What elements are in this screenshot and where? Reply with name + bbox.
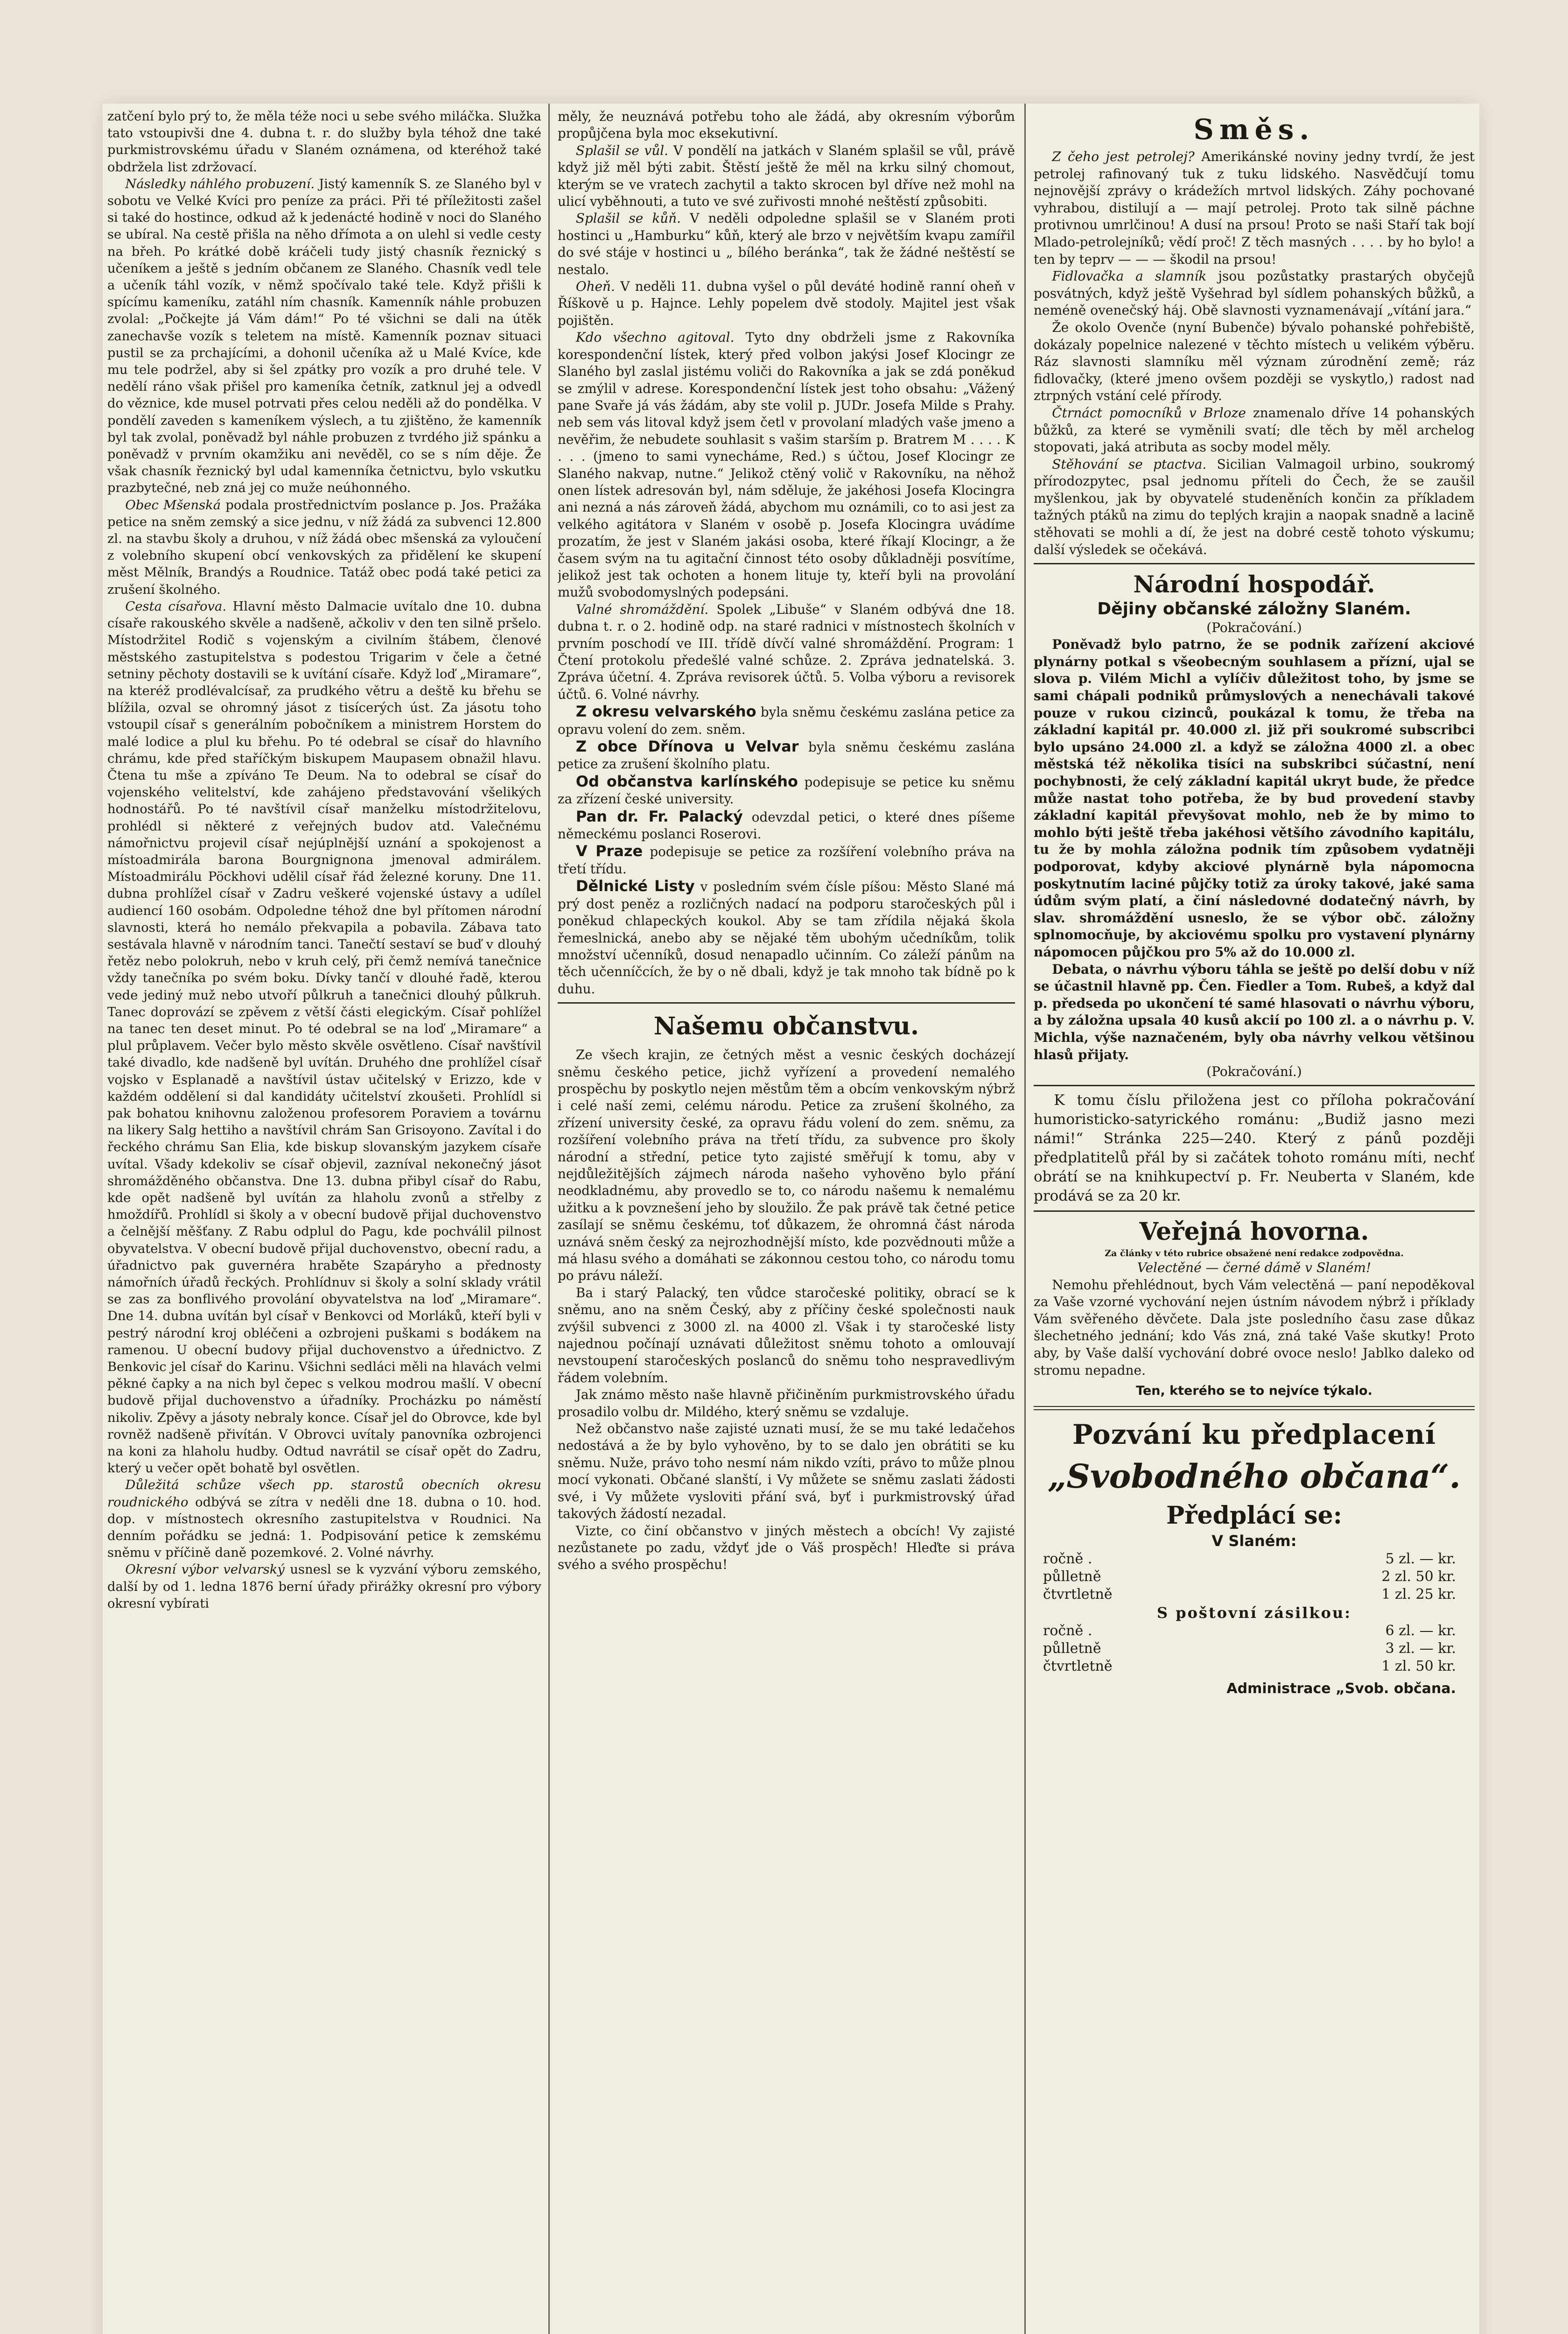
notice-palacky-lead: Pan dr. Fr. Palacký xyxy=(575,807,743,825)
column-rule-2 xyxy=(1024,104,1026,2334)
divider xyxy=(1034,1085,1475,1086)
price-label: ročně . xyxy=(1043,1551,1092,1568)
price-amount: 1 zl. 25 kr. xyxy=(1381,1586,1456,1603)
article-agitoval-body: Tyto dny obdrželi jsme z Rakovníka korespondenční lístek, který před volbon jakýsi Josef Klocingr ze Slaného byl zaslal jistému voliči do Rakovníka a jak se zdá poněkud se zmýlil v adrese. Korespondenční lístek jest toho obsahu: „Vážený pane Svaře já vás žádám, aby ste volil p. JUDr. Josefa Milde s Prahy. neb sem vás litoval když jsem četl v provolaní mladých vaše jmeno a nevěřim, že nebudete souhlasit s vašim starším p. Bratrem M . . . . K . . . (jmeno to sami vynecháme, Red.) s účtou, Josef Klocingr ze Slaného nakvap, nutne.“ Jelikož ctěný volič v Rakovníku, na něhož onen lístek adresován byl, nám sděluje, že jakéhosi Josefa Klocingra ani nezná a nás zároveň žádá, abychom mu oznámili, co to asi jest za velkého agitátora v Slaném v osobě p. Josefa Klocingra uvádíme prozatím, že jest v Slaném jakási osoba, které říkají Klocingr, a že časem svým na tu agitační činnost této osoby důkladněji posvítíme, jelikož jest tak ochoten a honem lituje ty, kteří byli na provolání mužů svobodomyslných podepsáni. xyxy=(558,330,1015,600)
article-valne-body: Spolek „Libuše“ v Slaném odbývá dne 18. dubna t. r. o 2. hodině odp. na staré radnici v místnostech školních v prvním poschodí ve III. třídě dívčí valné shromáždění. Program: 1 Čtení protokolu předešlé valné schůze. 2. Zpráva jednatelská. 3. Zpráva účetní. 4. Zpráva revisorek účtů. 5. Volba výboru a revisorek účtů. 6. Volné návrhy. xyxy=(558,601,1015,702)
price-list-postal xyxy=(1034,1622,1475,1675)
heading-smes: Směs. xyxy=(1193,113,1315,146)
article-zatceni: zatčení bylo prý to, že měla téže noci u sebe svého miláčka. Služka tato vstoupivši dne 4. dubna t. r. do služby byla téhož dne také purkmistrovskému úřadu v Slaném oznámena, od kteréhož také obdržela list zdržovací. xyxy=(107,109,541,175)
article-continued: měly, že neuznává potřebu toho ale žádá, aby okresním výborům propůjčena byla moc eksekutivní. xyxy=(558,109,1015,141)
price-amount: 6 zl. — kr. xyxy=(1385,1623,1456,1639)
notice-delnicke-body: v posledním svém čísle píšou: Město Slané má prý dost peněz a rozličných nadací na podporu staročeských půl i poněkud chlapeckých koukol. Aby se tam zřídila nějaká škola řemeslnická, anebo aby se nějaké těm ubohým učedníkům, tolik množství učenníků, dosud nenapadlo učinním. Co záleží pánům na těch učenníčcích, že by o ně dbali, když je tak mnoho tak bídně po k duhu. xyxy=(558,879,1015,997)
notice-karlin-lead: Od občanstva karlínského xyxy=(575,772,798,790)
article-cesta-lead: Cesta císařova. xyxy=(125,599,227,614)
notice-drinov-lead: Z obce Dřínova u Velvar xyxy=(575,738,799,756)
smes-fidlovacka-body: jsou pozůstatky prastarých obyčejů posvátných, když ještě Vyšehrad byl sídlem pohanských bůžků, a neméně ovenečský háj. Obě slavnosti vyznamenávají „vítání jara.“ xyxy=(1034,268,1475,318)
subheading-v-slanem: V Slaném: xyxy=(1211,1532,1297,1550)
price-amount: 3 zl. — kr. xyxy=(1385,1640,1456,1657)
notice-praha xyxy=(558,843,1015,878)
article-ohen-lead: Oheň. xyxy=(575,279,615,295)
column-rule-1 xyxy=(548,104,550,2334)
smes-petrolej-lead: Z čeho jest petrolej? xyxy=(1052,149,1195,164)
article-schuze-lead: Důležitá schůze všech pp. starostů obecních okresu roudnického xyxy=(107,1478,541,1510)
price-amount: 5 zl. — kr. xyxy=(1385,1551,1456,1568)
notice-karlin-body: podepisuje se petice ku sněmu za zřízení české university. xyxy=(558,774,1015,807)
nasemu-paragraph-2: Ba i starý Palacký, ten vůdce staročeské politiky, obrací se k sněmu, ano na sněm Český, aby z příčiny české společnosti nauk zvýšil subvenci z 3000 zl. na 4000 zl. Však i ty staročeské listy najednou počínají uznávati důležitost sněmu tohoto a omlouvají nevstoupení staročeských poslanců do sněmu toho nespravedlivým řádem volebním. xyxy=(558,1285,1015,1385)
article-splasil-kun xyxy=(558,210,1015,278)
disclaimer: Za články v této rubrice obsažené není redakce zodpovědna. xyxy=(1105,1248,1404,1259)
article-obec-mseno xyxy=(107,497,541,598)
letter-body: Nemohu přehlédnout, bych Vám velectěná — paní nepoděkoval za Vaše vzorné vychování nejen ústním návodem nýbrž i příklady Vám svěřeného děvčete. Dala jste posledního času zase důkaz šlechetného jednání; kdo Vás zná, zná také Vaše skutky! Proto aby, by Vaše další vychování dobré ovoce neslo! Jablko daleko od stromu nepadne. xyxy=(1034,1277,1475,1378)
article-okresni-lead: Okresní výbor velvarský xyxy=(125,1562,285,1577)
price-amount: 1 zl. 50 kr. xyxy=(1381,1658,1456,1675)
notice-palacky-body: odevzdal petici, o které dnes píšeme německému poslanci Roserovi. xyxy=(558,809,1015,842)
price-label: ročně . xyxy=(1043,1623,1092,1639)
heading-dejiny-zalozny: Dějiny občanské záložny Slaném. xyxy=(1097,599,1411,619)
column-left xyxy=(107,108,541,2334)
smes-ptactvo-body: Sicilian Valmagoil urbino, soukromý přírodozpytec, psal jednomu příteli do Čech, že se zaušil myšlenkou, jak by obyvatelé studeněních končin za příkladem tažných ptáků na zimu do teplých krajin a naopak snadně a lacině stěhovati se mohli a dí, že jest na dobré cestě tohoto výskumu; další výsledek se očekává. xyxy=(1034,456,1475,557)
article-kun-body: V neděli odpoledne splašil se v Slaném proti hostinci u „Hamburku“ kůň, který ale brzo v největším kvapu zamířil do své stáje v hostinci u „ bílého beránka“, tak že žádné neštěstí se nestalo. xyxy=(558,211,1015,277)
divider xyxy=(1034,1406,1475,1410)
heading-verejna-hovorna: Veřejná hovorna. xyxy=(1139,1217,1369,1246)
article-ohen xyxy=(558,278,1015,329)
price-label: čtvrtletně xyxy=(1043,1658,1113,1675)
smes-petrolej-body: Amerikánské noviny jedny tvrdí, že jest petrolej rafinovaný tuk z tuku lidského. Nasvědčují tomu nejnovější zprávy o krádežích mrtvol lidských. Záhy pochované vyhrabou, distilují a — mají petrolej. Proto tak silně páchne protivnou umrlčinou! A dusí na prsou! Proto se naši Staří tak bojí Mlado-petrolejníků; vědí proč! Z těch masných . . . . by ho bylo! a ten by teprv — — — škodil na prsou! xyxy=(1034,149,1475,267)
article-kun-lead: Splašil se kůň. xyxy=(575,211,681,226)
notice-drinov-body: byla sněmu českému zaslána petice za zrušení školního platu. xyxy=(558,739,1015,772)
notice-karlin xyxy=(558,773,1015,808)
article-agitoval-lead: Kdo všechno agitoval. xyxy=(575,330,735,345)
smes-pomocniku xyxy=(1034,405,1475,456)
divider xyxy=(558,1002,1015,1004)
zalozna-paragraph-1: Poněvadž bylo patrno, že se podnik zařízení akciové plynárny potkal s všeobecným souhlasem a přízní, ujal se slova p. Vilém Michl a vylíčiv důležitost toho, by jsme se sami chápali podniků průmyslových a nenechávali takové pouze v rukou cizinců, poukázal k tomu, že třeba na základní kapitál pr. 40.000 zl. již při soukromé subscribci bylo upsáno 24.000 zl. a když se záložna 4000 zl. a obec městská též několika tisíci na subskribci súčastní, není pochybnosti, že celý základní kapitál ukryt bude, že předce může nastat toho potřeba, že by bud provedení stavby základní kapitál převyšovat mohlo, neb že by mimo to mohlo býti ještě třeba jakéhosi většího závodního kapitálu, tu že by mohla záložna podnik tím způsobem vydatněji podporovat, kdyby akciové plynárně byla nápomocna poskytnutím laciné půjčky totiž za úroky takové, jaké sama údům svým platí, a činí následovné dodatečný návrh, by slav. shromáždění usneslo, že se výbor obč. záložny splnomocňuje, by akciovému spolku pro vystavení plynárny nápomocen půjčkou pro 5% až do 10.000 zl. xyxy=(1034,637,1475,960)
heading-nasemu-obcanstvu: Našemu občanstvu. xyxy=(653,1012,919,1041)
smes-ptactvo xyxy=(1034,456,1475,559)
price-label: půlletně xyxy=(1043,1640,1101,1657)
smes-ptactvo-lead: Stěhování se ptactva. xyxy=(1052,456,1207,472)
divider xyxy=(1034,563,1475,564)
article-valne xyxy=(558,601,1015,703)
article-vul-body: V pondělí na jatkách v Slaném splašil se vůl, právě když již měl býti zabit. Štěstí ještě že měl na krku silný chomout, kterým se ve vratech zachytil a takto skrocen byl dříve než mohl na ulicí vyběhnouti, a tuto ve své zuřivosti mnohé neštěstí způsobiti. xyxy=(558,142,1015,210)
pokracovani-label: (Pokračování.) xyxy=(1206,1064,1302,1080)
nasemu-paragraph-5: Vizte, co činí občanstvo v jiných městech a obcích! Vy zajisté nezůstanete po zadu, vždyť jde o Váš prospěch! Hleďte si práva svého a svého prospěchu! xyxy=(558,1523,1015,1573)
article-obec-mseno-lead: Obec Mšenská xyxy=(125,498,221,513)
price-row xyxy=(1034,1640,1475,1658)
price-label: půlletně xyxy=(1043,1568,1101,1585)
price-row xyxy=(1034,1550,1475,1568)
heading-predplaci: Předplácí se: xyxy=(1166,1501,1342,1530)
article-vul-lead: Splašil se vůl. xyxy=(575,142,668,158)
pokracovani-label: (Pokračování.) xyxy=(1206,620,1302,636)
priloha-notice: K tomu číslu přiložena jest co příloha pokračování humoristicko-satyrického románu: „Budiž jasno mezi námi!“ Stránka 225—240. Který z pánů později předplatitelů přál by si začátek tohoto románu míti, nechť obrátí se na knihkupectví p. Fr. Neuberta v Slaném, kde prodává se za 20 kr. xyxy=(1034,1092,1475,1205)
article-nasledky xyxy=(107,176,541,497)
subheading-postovni: S poštovní zásilkou: xyxy=(1156,1604,1352,1622)
zalozna-paragraph-2: Debata, o návrhu výboru táhla se ještě po delší dobu v níž se účastnil hlavně pp. Čen. Fiedler a Tom. Rubeš, a když dal p. předseda po ukončení té samé hlasovati o návrhu výboru, a by záložna upsala 40 kusů akcií po 100 zl. a o návrhu p. V. Michla, výše naznačeném, byly oba návrhy velkou většinou hlasů přijaty. xyxy=(1034,961,1475,1062)
column-middle xyxy=(558,108,1015,2334)
price-row xyxy=(1034,1568,1475,1586)
price-amount: 2 zl. 50 kr. xyxy=(1381,1568,1456,1585)
price-row xyxy=(1034,1586,1475,1603)
divider xyxy=(1034,1210,1475,1212)
administration-signature: Administrace „Svob. občana. xyxy=(1226,1680,1456,1697)
article-okresni-vybor xyxy=(107,1561,541,1612)
article-schuze-body: odbývá se zítra v neděli dne 18. dubna o 10. hod. dop. v místnostech okresního zastupitelstva v Roudnici. Na denním pořádku se jedná: 1. Podpisování petice k zemskému sněmu v příčině daně pozemkové. 2. Volné návrhy. xyxy=(107,1495,541,1561)
article-okresni-body: usnesl se k vyzvání výboru zemského, další by od 1. ledna 1876 berní úřady přirážky okresní pro výbory okresní vybírati xyxy=(107,1562,541,1611)
nasemu-paragraph-1: Ze všech krajin, ze četných měst a vesnic českých docházejí sněmu českého petice, jichž vyřízení a provedení nemalého prospěchu by poskytlo nejen městům těm a obcím venkovským nýbrž i celé naší zemi, celému národu. Petice za zrušení školného, za zřízení university české, za opravu řádu volení do zem. sněmu, za rozšíření volebního práva na třetí třídu, za subvence pro školy národní a střední, petice tyto zajisté směřují k tomu, aby v nejdůležitějších zájmech národa našeho vyhověno bylo přání neodkladnému, aby provedlo se to, co národu našemu k nemalému užitku a k povznešení jeho by sloužilo. Že pak právě tak četné petice zasílají se sněmu českému, toť důkazem, že ohromná část národa uznává sněm český za nejrozhodnější místo, kde pozvědnouti může a má hlasu svého a domáhati se zákonnou cestou toho, co národu tomu po právu náleží. xyxy=(558,1047,1015,1284)
smes-ovenec: Že okolo Ovenče (nyní Bubenče) bývalo pohanské pohřebiště, dokázaly popelnice nalezené v těchto místech u velikém výběru. Ráz slavnosti slamníku měl význam zúrodnění země; ráz fidlovačky, (které jmeno ovšem později se vyskytlo,) radost nad ztrpných vstání celé přírody. xyxy=(1034,319,1475,404)
newspaper-name: „Svobodného občana“. xyxy=(1048,1457,1461,1496)
article-cesta-body: Hlavní město Dalmacie uvítalo dne 10. dubna císaře rakouského skvěle a nadšeně, ačkoliv v den ten silně pršelo. Místodržitel Rodič s vojenským a civilním štábem, členové městského zastupitelstva s podestou Trigarim v čele a četné setniny pěchoty dostavili se k uvítání císaře. Když loď „Miramare“, na kteréž prodlévalcísař, za prudkého větru a deště ku břehu se blížila, ozval se ohromný jásot z tisícerých úst. Za jásotu toho vstoupil císař s generálním pobočníkem a ministrem Horstem do malé lodice a plul ku břehu. Po té odebral se císař do hlavního chrámu, kde před staříčkým biskupem Maupasem obnažil hlavu. Čtena tu mše a zpíváno Te Deum. Na to odebral se císař do vojenského velitelství, kde zahájeno představování všelikých hodnostářů. Po té navštívil císař manželku místodržitelovu, prohlédl si některé z veřejných budov atd. Valečnému námořnictvu projevil císař nejúplnější uznání a spokojenost a místoadmirála barona Bourgnignona jmenoval admirálem. Místoadmirálu Pöckhovi udělil císař řád železné koruny. Dne 11. dubna prohlížel císař v Zadru veškeré vojenské ústavy a udílel audiencí 160 osobám. Odpoledne téhož dne byl přítomen národní slavnosti, která ho nemálo překvapila a pobavila. Zábava tato sestávala hlavně v národním tanci. Tanečtí sestaví se buď v dlouhý řetěz nebo polokruh, nebo v kruh celý, při čemž nemívá tanečnice vždy tanečníka po svém boku. Dívky tančí v dlouhé řadě, kterou vede jediný muž nebo utvoří půlkruh a tanečnici dlouhý půlkruh. Tanec doprovází se zpěvem z větší části elegickým. Císař pohlížel na tanec ten deset minut. Po té odebral se na loď „Miramare“ a plul průplavem. Večer bylo město skvěle osvětleno. Císař navštívil také divadlo, kde nadšeně byl uvítán. Druhého dne prohlížel císař vojsko v Esplanadě a navštívil ústav učitelský v Erizzo, kde v každém oddělení si dal kandidáty učitelství zkoušeti. Prohlídl si pak bohatou knihovnu založenou profesorem Poraviem a továrnu na likery Salg hettiho a navštívil chrám San Grisoyono. Zavítal i do řeckého chrámu San Elia, kde biskup slovanským jazykem císaře uvítal. Všady kdekoliv se císař objevil, zazníval nekonečný jásot shromážděného občanstva. Dne 13. dubna přibyl císař do Rabu, kde opět nadšeně byl uvítán za hlaholu zvonů a střelby z hmoždířů. Prohlídl si školy a v obecní budově přijal duchovenstvo a čelnější měšťany. Z Rabu odplul do Pagu, kde pochválil pilnost obyvatelstva. V obecní budově přijal duchovenstvo, obecní radu, a úřadnictvo pak guvernéra hraběte Szapáryho a přednosty námořních úřadů řeckých. Prohlídnuv si školy a solní sklady vrátil se zas za bonflivého provolání obyvatelstva na loď „Miramare“. Dne 14. dubna uvítán byl císař v Benkovci od Morláků, kteří byli v pestrý národní kroj obléčeni a ozbrojeni puškami s bodákem na ramenou. U obecní budovy přijal duchovenstvo a úřednictvo. Z Benkovic jel císař do Karinu. Všichni sedláci měli na hlavách velmi pěkné čapky a na nich byl čepec s velkou modrou mašlí. V obecní budově přijal duchovenstvo a úřadníky. Procházku po náměstí nikoliv. Zpěvy a jásoty nebraly konce. Císař jel do Obrovce, kde byl rovněž nadšeně přivítán. V Obrovci uvítaly panovníka ozbrojenci na koni za hlaholu hudby. Odtud navrátil se císař opět do Zadru, který u večer opět bohatě byl osvětlen. xyxy=(107,599,541,1476)
nasemu-paragraph-3: Jak známo město naše hlavně přičiněním purkmistrovského úřadu prosadilo volbu dr. Mildého, který sněmu se vzdaluje. xyxy=(558,1387,1015,1420)
notice-palacky xyxy=(558,808,1015,843)
notice-drinov xyxy=(558,738,1015,773)
smes-pomocniku-lead: Čtrnáct pomocníků v Brloze xyxy=(1052,405,1246,421)
article-ohen-body: V neděli 11. dubna vyšel o půl deváté hodině ranní oheň v Říškově u p. Hajnce. Lehly popelem dvě stodoly. Majitel jest však pojištěn. xyxy=(558,279,1015,328)
article-schuze xyxy=(107,1477,541,1561)
price-label: čtvrtletně xyxy=(1043,1586,1113,1603)
article-valne-lead: Valné shromáždění. xyxy=(575,601,709,617)
article-cesta-cisarova xyxy=(107,598,541,1477)
newspaper-page xyxy=(103,104,1479,2334)
smes-fidlovacka-lead: Fidlovačka a slamník xyxy=(1052,268,1207,284)
article-nasledky-lead: Následky náhlého probuzení. xyxy=(125,176,315,191)
notice-praha-lead: V Praze xyxy=(575,842,643,860)
article-agitoval xyxy=(558,329,1015,601)
column-right xyxy=(1034,108,1475,2334)
notice-delnicke-listy xyxy=(558,878,1015,998)
article-splasil-vul xyxy=(558,142,1015,211)
nasemu-paragraph-4: Než občanstvo naše zajisté uznati musí, že se mu také ledačehos nedostává a že by bylo vyhověno, by to se dalo jen obrátiti se ku sněmu. Nuže, právo toho nesmí nám nikdo vzíti, právo to může plnou mocí vykonati. Občané slanští, i Vy můžete se sněmu zaslati žádosti své, i Vy můžete vysloviti přání svá, byť i purkmistrovský úřad takových žádostí nezadal. xyxy=(558,1421,1015,1522)
notice-delnicke-lead: Dělnické Listy xyxy=(575,877,695,895)
notice-velvary-body: byla sněmu českému zaslána petice za opravu volení do zem. sněm. xyxy=(558,704,1015,737)
article-nasledky-body: Jistý kamenník S. ze Slaného byl v sobotu ve Velké Kvíci pro peníze za práci. Při té příležitosti zašel si také do hostince, odkud až k jedenácté hodině v noci do Slaného se ubíral. Na cestě přišla na něho dřímota a on ulehl si vedle cesty na břeh. Po krátké době kráčeli tudy jistý chasník řeznický s učeníkem a ještě s jedním občanem ze Slaného. Chasník vedl tele a učeník táhl vozík, v němž spočívalo také tele. Když přišli k spícímu kameníku, zatáhl ním chasník. Kamenník náhle probuzen zvolal: „Počkejte já Vám dám!“ Po té všichni se dali na útěk zanechavše vozík s teletem na místě. Kamenník poznav situaci pustil se za prchajícími, a dohonil učeníka až u Malé Kvíce, kde mu tele podržel, aby si šel zpátky pro vozík a pro druhé tele. V nedělí ráno však přišel pro kameníka četník, zatknul jej a odvedl do věznice, kde musel potrvati přes celou neděli až do pondělka. V pondělí zaveden s kameníkem výslech, a tu zjištěno, že kamenník byl tak zvolal, poněvadž byl náhle probuzen z tvrdého již spánku a poněvadž v prvním okamžiku ani nevěděl, co se s ním děje. Že však chasník řeznický byl udal kamenníka četnictvu, bylo vskutku prazbytečné, neb zná jej co muže neúhonného. xyxy=(107,176,541,496)
notice-praha-body: podepisuje se petice za rozšíření volebního práva na třetí třídu. xyxy=(558,844,1015,877)
price-list-local xyxy=(1034,1550,1475,1603)
price-row xyxy=(1034,1658,1475,1675)
price-row xyxy=(1034,1622,1475,1640)
smes-fidlovacka xyxy=(1034,268,1475,319)
article-obec-mseno-body: podala prostřednictvím poslance p. Jos. Pražáka petice na sněm zemský a sice jednu, v níž žádá za subvenci 12.800 zl. na stavbu školy a druhou, v níž žádá obec mšenská za vyloučení z volebního skupení obcí venkovských za přidělení ke skupení měst Mělník, Brandýs a Roudnice. Tatáž obec podá také petici za zrušení školného. xyxy=(107,498,541,597)
smes-pomocniku-body: znamenalo dříve 14 pohanských bůžků, za které se vyměnili svatí; dle těch by měl archelog stopovati, jaká atributa as socby model měly. xyxy=(1034,405,1475,455)
letter-signature: Ten, kterého se to nejvíce týkalo. xyxy=(1136,1384,1372,1399)
heading-pozvani: Pozvání ku předplacení xyxy=(1072,1419,1436,1451)
notice-velvary xyxy=(558,703,1015,738)
heading-narodni-hospodar: Národní hospodář. xyxy=(1133,570,1375,598)
notice-velvary-lead: Z okresu velvarského xyxy=(575,703,756,721)
letter-address: Velectěné — černé dámě v Slaném! xyxy=(1137,1260,1372,1276)
smes-petrolej xyxy=(1034,148,1475,268)
